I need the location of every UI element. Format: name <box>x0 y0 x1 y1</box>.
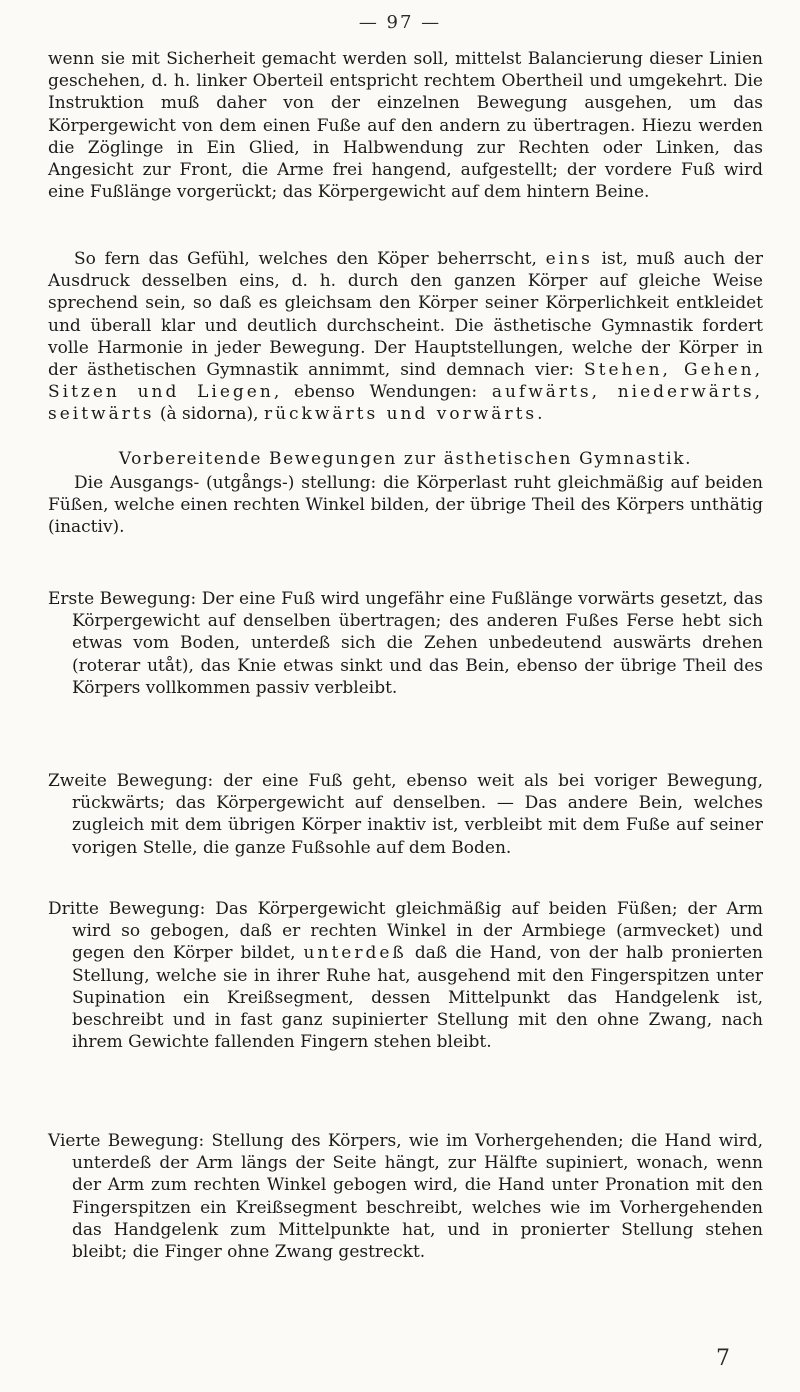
page-number: — 97 — <box>358 12 442 33</box>
paragraph-second-movement <box>48 770 763 859</box>
paragraph-text: wenn sie mit Sicherheit gemacht werden soll, mittelst Balancierung dieser Linien geschehen, d. h. linker Oberteil entspricht rechtem Obertheil und umgekehrt. Die Instruktion muß daher von der einzelnen Bewegung ausgehen, um das Körpergewicht von dem einen Fuße auf den andern zu übertragen. Hiezu werden die Zöglinge in Ein Glied, in Halbwendung zur Rechten oder Linken, das Angesicht zur Front, die Arme frei hangend, aufgestellt; der vordere Fuß wird eine Fußlänge vorgerückt; das Körpergewicht auf dem hintern Beine. <box>48 49 763 203</box>
paragraph-third-movement <box>48 898 763 1053</box>
text-run: ist, muß auch der Ausdruck desselben eins, d. h. durch den ganzen Körper auf gleiche Weise sprechend sein, so daß es gleichsam den Körper seiner Körperlichkeit entkleidet und überall klar und deutlich durchscheint. Die ästhetische Gymnastik fordert volle Harmonie in jeder Bewegung. Der Hauptstellungen, welche der Körper in der ästhetischen Gymnastik annimmt, sind demnach vier: <box>48 249 763 381</box>
emphasis-directions-2: rückwärts und vorwärts <box>263 404 538 425</box>
paragraph-first-movement <box>48 588 763 699</box>
emphasis-directions: aufwärts, niederwärts, seitwärts <box>48 382 763 425</box>
text-run: , ebenso Wendungen: <box>273 382 492 403</box>
signature-mark: 7 <box>716 1346 730 1371</box>
paragraph-text <box>48 898 763 1053</box>
paragraph-text: Erste Bewegung: Der eine Fuß wird ungefähr eine Fußlänge vorwärts gesetzt, das Körpergewicht auf denselben übertragen; des anderen Fußes Ferse hebt sich etwas vom Boden, unterdeß sich die Zehen unbedeutend auswärts drehen (roterar utåt), das Knie etwas sinkt und das Bein, ebenso der übrige Theil des Körpers vollkommen passiv verbleibt. <box>48 589 763 698</box>
emphasis-unterdess: unterdeß <box>303 943 407 964</box>
paragraph-starting-position <box>48 472 763 539</box>
text-run: (à sidorna), <box>154 404 264 425</box>
text-run: . <box>537 404 543 425</box>
text-run: Dritte Bewegung: Das Körpergewicht gleichmäßig auf beiden Füßen; der Arm wird so gebogen, daß er rechten Winkel in der Armbiege (armvecket) und gegen den Körper bildet, <box>48 899 763 964</box>
paragraph-text: Vierte Bewegung: Stellung des Körpers, wie im Vorhergehenden; die Hand wird, unterdeß der Arm längs der Seite hängt, zur Hälfte supiniert, wonach, wenn der Arm zum rechten Winkel gebogen wird, die Hand unter Pronation mit den Fingerspitzen ein Kreißsegment beschreibt, welches wie im Vorhergehenden das Handgelenk zum Mittelpunkte hat, und in pronierter Stellung stehen bleibt; die Finger ohne Zwang gestreckt. <box>48 1131 763 1263</box>
paragraph-text: Zweite Bewegung: der eine Fuß geht, ebenso weit als bei voriger Bewegung, rückwärts; das Körpergewicht auf denselben. — Das andere Bein, welches zugleich mit dem übrigen Körper inaktiv ist, verbleibt mit dem Fuße auf seiner vorigen Stelle, die ganze Fußsohle auf dem Boden. <box>48 771 763 858</box>
emphasis-eins: eins <box>545 249 593 269</box>
heading-text: Vorbereitende Bewegungen zur ästhetischen Gymnastik. <box>118 449 693 469</box>
paragraph-balancing <box>48 48 763 203</box>
paragraph-fourth-movement <box>48 1130 763 1263</box>
paragraph-harmony <box>48 248 763 426</box>
text-run: So fern das Gefühl, welches den Köper beherrscht, <box>74 249 546 269</box>
paragraph-text: Die Ausgangs- (utgångs-) stellung: die Körperlast ruht gleichmäßig auf beiden Füßen, welche einen rechten Winkel bilden, der übrige Theil des Körpers unthätig (inactiv). <box>48 473 763 538</box>
text-run: daß die Hand, von der halb pronierten Stellung, welche sie in ihrer Ruhe hat, ausgehend mit den Fingerspitzen unter Supination ein Kreißsegment, dessen Mittelpunkt das Handgelenk ist, beschreibt und in fast ganz supinierter Stellung mit den ohne Zwang, nach ihrem Gewichte fallenden Fingern stehen bleibt. <box>72 943 763 1053</box>
emphasis-positions: Stehen, Gehen, Sitzen und Liegen <box>48 360 763 403</box>
paragraph-text <box>48 248 763 426</box>
section-heading <box>48 448 763 470</box>
